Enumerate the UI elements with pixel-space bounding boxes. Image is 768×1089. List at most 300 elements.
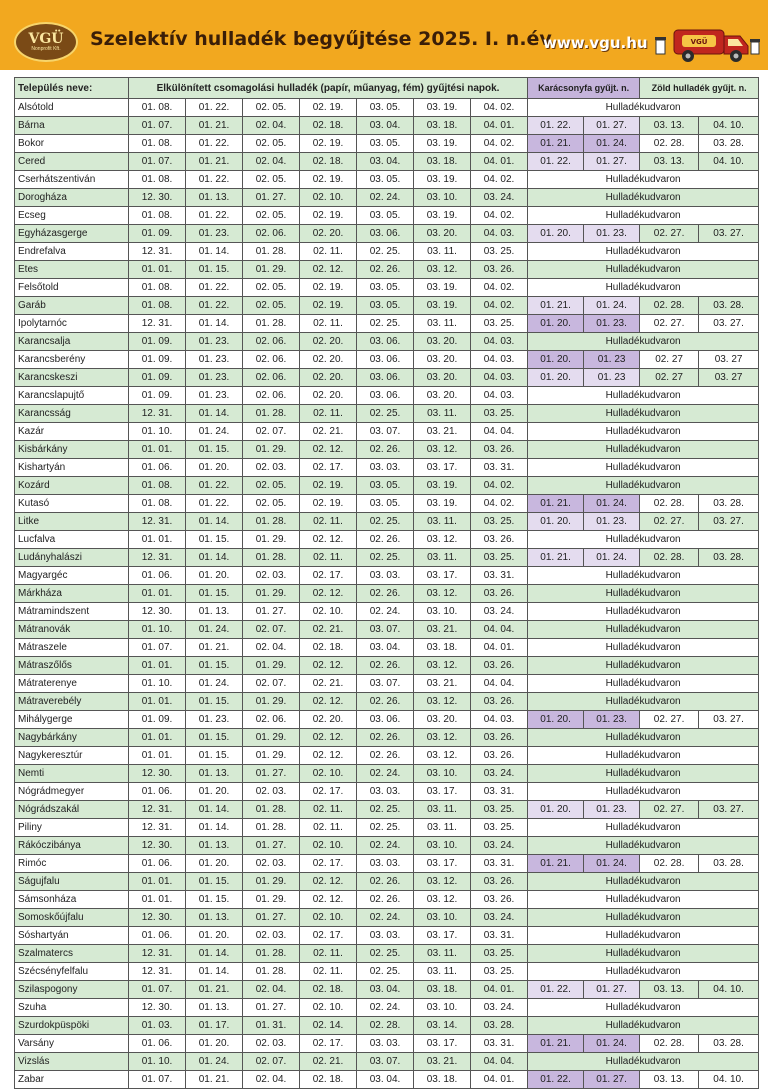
- packaging-date: 02. 19.: [300, 297, 357, 315]
- christmas-tree-date: 01. 21.: [528, 1035, 584, 1053]
- packaging-date: 01. 15.: [186, 693, 243, 711]
- packaging-date: 03. 10.: [414, 999, 471, 1017]
- settlement-name: Zabar: [15, 1071, 129, 1089]
- settlement-name: Garáb: [15, 297, 129, 315]
- packaging-date: 01. 01.: [129, 729, 186, 747]
- packaging-date: 03. 12.: [414, 729, 471, 747]
- packaging-date: 03. 17.: [414, 855, 471, 873]
- packaging-date: 02. 17.: [300, 855, 357, 873]
- packaging-date: 01. 29.: [243, 693, 300, 711]
- packaging-date: 02. 11.: [300, 315, 357, 333]
- packaging-date: 01. 08.: [129, 297, 186, 315]
- packaging-date: 01. 27.: [243, 603, 300, 621]
- packaging-date: 02. 24.: [357, 189, 414, 207]
- green-waste-date: 02. 28.: [640, 549, 699, 567]
- packaging-date: 02. 06.: [243, 711, 300, 729]
- packaging-date: 01. 06.: [129, 1035, 186, 1053]
- christmas-tree-date: 01. 22.: [528, 117, 584, 135]
- packaging-date: 02. 05.: [243, 495, 300, 513]
- packaging-date: 01. 01.: [129, 441, 186, 459]
- table-row: [15, 225, 759, 243]
- packaging-date: 01. 22.: [186, 171, 243, 189]
- packaging-date: 04. 04.: [471, 621, 528, 639]
- packaging-date: 02. 24.: [357, 603, 414, 621]
- settlement-name: Nemti: [15, 765, 129, 783]
- packaging-date: 02. 26.: [357, 873, 414, 891]
- table-row: [15, 621, 759, 639]
- green-waste-date: 02. 27.: [640, 801, 699, 819]
- settlement-name: Egyházasgerge: [15, 225, 129, 243]
- logo-subtext: Nonprofit Kft.: [31, 46, 61, 52]
- waste-yard-note: Hulladékudvaron: [528, 189, 759, 207]
- packaging-date: 03. 06.: [357, 225, 414, 243]
- waste-yard-note: Hulladékudvaron: [528, 441, 759, 459]
- packaging-date: 01. 13.: [186, 837, 243, 855]
- packaging-date: 01. 22.: [186, 279, 243, 297]
- packaging-date: 03. 19.: [414, 279, 471, 297]
- packaging-date: 02. 26.: [357, 729, 414, 747]
- packaging-date: 02. 19.: [300, 477, 357, 495]
- packaging-date: 02. 25.: [357, 315, 414, 333]
- packaging-date: 02. 10.: [300, 189, 357, 207]
- packaging-date: 01. 21.: [186, 639, 243, 657]
- packaging-date: 03. 24.: [471, 765, 528, 783]
- packaging-date: 03. 25.: [471, 963, 528, 981]
- packaging-date: 02. 21.: [300, 1053, 357, 1071]
- packaging-date: 01. 14.: [186, 513, 243, 531]
- table-row: [15, 747, 759, 765]
- packaging-date: 03. 05.: [357, 495, 414, 513]
- packaging-date: 12. 31.: [129, 405, 186, 423]
- collection-schedule-table: [14, 77, 759, 1089]
- christmas-tree-date: 01. 20.: [528, 225, 584, 243]
- packaging-date: 03. 26.: [471, 891, 528, 909]
- packaging-date: 03. 31.: [471, 459, 528, 477]
- packaging-date: 01. 01.: [129, 873, 186, 891]
- settlement-name: Magyargéc: [15, 567, 129, 585]
- packaging-date: 01. 29.: [243, 891, 300, 909]
- packaging-date: 03. 06.: [357, 387, 414, 405]
- logo-text: VGÜ: [28, 31, 64, 47]
- packaging-date: 03. 25.: [471, 315, 528, 333]
- packaging-date: 03. 05.: [357, 207, 414, 225]
- settlement-name: Kutasó: [15, 495, 129, 513]
- packaging-date: 03. 11.: [414, 801, 471, 819]
- packaging-date: 02. 04.: [243, 117, 300, 135]
- green-waste-date: 03. 27.: [699, 711, 759, 729]
- packaging-date: 01. 15.: [186, 747, 243, 765]
- packaging-date: 03. 12.: [414, 261, 471, 279]
- packaging-date: 01. 22.: [186, 207, 243, 225]
- packaging-date: 02. 12.: [300, 441, 357, 459]
- packaging-date: 01. 23.: [186, 225, 243, 243]
- packaging-date: 01. 27.: [243, 765, 300, 783]
- packaging-date: 03. 20.: [414, 369, 471, 387]
- packaging-date: 02. 18.: [300, 1071, 357, 1089]
- packaging-date: 01. 14.: [186, 819, 243, 837]
- table-row: [15, 1035, 759, 1053]
- table-header-row: [15, 78, 759, 99]
- packaging-date: 02. 05.: [243, 135, 300, 153]
- waste-yard-note: Hulladékudvaron: [528, 279, 759, 297]
- settlement-name: Nógrádszakál: [15, 801, 129, 819]
- packaging-date: 03. 25.: [471, 801, 528, 819]
- christmas-tree-date: 01. 23: [584, 369, 640, 387]
- packaging-date: 03. 19.: [414, 99, 471, 117]
- table-row: [15, 405, 759, 423]
- green-waste-date: 03. 27.: [699, 513, 759, 531]
- packaging-date: 02. 26.: [357, 585, 414, 603]
- packaging-date: 01. 22.: [186, 477, 243, 495]
- packaging-date: 01. 13.: [186, 765, 243, 783]
- christmas-tree-date: 01. 23: [584, 351, 640, 369]
- settlement-name: Kazár: [15, 423, 129, 441]
- packaging-date: 02. 06.: [243, 369, 300, 387]
- packaging-date: 02. 18.: [300, 117, 357, 135]
- packaging-date: 01. 01.: [129, 261, 186, 279]
- packaging-date: 01. 20.: [186, 1035, 243, 1053]
- vgu-logo: [14, 22, 78, 62]
- settlement-name: Nagybárkány: [15, 729, 129, 747]
- waste-yard-note: Hulladékudvaron: [528, 747, 759, 765]
- packaging-date: 02. 10.: [300, 909, 357, 927]
- table-row: [15, 783, 759, 801]
- packaging-date: 03. 12.: [414, 585, 471, 603]
- packaging-date: 03. 17.: [414, 567, 471, 585]
- packaging-date: 03. 12.: [414, 531, 471, 549]
- settlement-name: Karancskeszi: [15, 369, 129, 387]
- packaging-date: 03. 03.: [357, 927, 414, 945]
- green-waste-date: 04. 10.: [699, 153, 759, 171]
- packaging-date: 03. 21.: [414, 423, 471, 441]
- packaging-date: 01. 15.: [186, 531, 243, 549]
- packaging-date: 02. 12.: [300, 261, 357, 279]
- packaging-date: 03. 26.: [471, 729, 528, 747]
- packaging-date: 01. 08.: [129, 477, 186, 495]
- packaging-date: 01. 21.: [186, 153, 243, 171]
- settlement-name: Rákóczibánya: [15, 837, 129, 855]
- settlement-name: Karancsság: [15, 405, 129, 423]
- packaging-date: 03. 05.: [357, 477, 414, 495]
- header-christmas-tree-collection: Karácsonyfa gyűjt. n.: [528, 78, 640, 99]
- table-row: [15, 441, 759, 459]
- waste-yard-note: Hulladékudvaron: [528, 639, 759, 657]
- table-row: [15, 495, 759, 513]
- packaging-date: 03. 12.: [414, 441, 471, 459]
- packaging-date: 02. 05.: [243, 477, 300, 495]
- settlement-name: Alsótold: [15, 99, 129, 117]
- christmas-tree-date: 01. 23.: [584, 225, 640, 243]
- packaging-date: 02. 24.: [357, 999, 414, 1017]
- packaging-date: 02. 10.: [300, 765, 357, 783]
- waste-yard-note: Hulladékudvaron: [528, 1053, 759, 1071]
- table-row: [15, 477, 759, 495]
- table-row: [15, 711, 759, 729]
- packaging-date: 01. 27.: [243, 909, 300, 927]
- packaging-date: 01. 08.: [129, 207, 186, 225]
- packaging-date: 12. 31.: [129, 243, 186, 261]
- packaging-date: 02. 21.: [300, 621, 357, 639]
- packaging-date: 12. 31.: [129, 819, 186, 837]
- packaging-date: 04. 01.: [471, 639, 528, 657]
- packaging-date: 03. 18.: [414, 639, 471, 657]
- packaging-date: 03. 28.: [471, 1017, 528, 1035]
- packaging-date: 03. 19.: [414, 135, 471, 153]
- packaging-date: 02. 04.: [243, 1071, 300, 1089]
- packaging-date: 02. 11.: [300, 243, 357, 261]
- christmas-tree-date: 01. 24.: [584, 855, 640, 873]
- packaging-date: 01. 20.: [186, 927, 243, 945]
- header-banner: [0, 0, 768, 70]
- packaging-date: 01. 22.: [186, 495, 243, 513]
- packaging-date: 02. 11.: [300, 513, 357, 531]
- waste-yard-note: Hulladékudvaron: [528, 423, 759, 441]
- packaging-date: 01. 20.: [186, 459, 243, 477]
- packaging-date: 03. 10.: [414, 189, 471, 207]
- packaging-date: 02. 28.: [357, 1017, 414, 1035]
- green-waste-date: 03. 28.: [699, 549, 759, 567]
- packaging-date: 01. 01.: [129, 531, 186, 549]
- table-row: [15, 369, 759, 387]
- packaging-date: 01. 10.: [129, 621, 186, 639]
- settlement-name: Endrefalva: [15, 243, 129, 261]
- settlement-name: Karancsberény: [15, 351, 129, 369]
- packaging-date: 01. 14.: [186, 963, 243, 981]
- christmas-tree-date: 01. 20.: [528, 351, 584, 369]
- packaging-date: 01. 08.: [129, 99, 186, 117]
- packaging-date: 12. 31.: [129, 963, 186, 981]
- packaging-date: 12. 30.: [129, 999, 186, 1017]
- packaging-date: 03. 24.: [471, 837, 528, 855]
- settlement-name: Cered: [15, 153, 129, 171]
- packaging-date: 01. 08.: [129, 171, 186, 189]
- waste-yard-note: Hulladékudvaron: [528, 945, 759, 963]
- settlement-name: Ecseg: [15, 207, 129, 225]
- packaging-date: 01. 15.: [186, 891, 243, 909]
- green-waste-date: 04. 10.: [699, 981, 759, 999]
- packaging-date: 01. 14.: [186, 405, 243, 423]
- settlement-name: Ipolytarnóc: [15, 315, 129, 333]
- green-waste-date: 03. 27: [699, 369, 759, 387]
- packaging-date: 01. 07.: [129, 981, 186, 999]
- table-row: [15, 567, 759, 585]
- packaging-date: 01. 20.: [186, 567, 243, 585]
- table-row: [15, 153, 759, 171]
- packaging-date: 02. 12.: [300, 657, 357, 675]
- table-row: [15, 531, 759, 549]
- settlement-name: Kishartyán: [15, 459, 129, 477]
- packaging-date: 03. 07.: [357, 1053, 414, 1071]
- packaging-date: 01. 15.: [186, 441, 243, 459]
- packaging-date: 02. 10.: [300, 837, 357, 855]
- packaging-date: 01. 01.: [129, 585, 186, 603]
- packaging-date: 02. 20.: [300, 333, 357, 351]
- packaging-date: 03. 20.: [414, 387, 471, 405]
- settlement-name: Szalmatercs: [15, 945, 129, 963]
- packaging-date: 04. 02.: [471, 99, 528, 117]
- settlement-name: Lucfalva: [15, 531, 129, 549]
- packaging-date: 01. 15.: [186, 729, 243, 747]
- packaging-date: 01. 24.: [186, 621, 243, 639]
- packaging-date: 04. 04.: [471, 1053, 528, 1071]
- packaging-date: 01. 10.: [129, 423, 186, 441]
- packaging-date: 03. 17.: [414, 459, 471, 477]
- packaging-date: 03. 04.: [357, 981, 414, 999]
- packaging-date: 02. 10.: [300, 999, 357, 1017]
- packaging-date: 02. 20.: [300, 369, 357, 387]
- packaging-date: 03. 05.: [357, 171, 414, 189]
- settlement-name: Mihálygerge: [15, 711, 129, 729]
- packaging-date: 01. 21.: [186, 1071, 243, 1089]
- green-waste-date: 02. 27.: [640, 225, 699, 243]
- packaging-date: 02. 17.: [300, 927, 357, 945]
- packaging-date: 03. 11.: [414, 315, 471, 333]
- table-row: [15, 657, 759, 675]
- packaging-date: 01. 07.: [129, 117, 186, 135]
- packaging-date: 03. 03.: [357, 783, 414, 801]
- christmas-tree-date: 01. 20.: [528, 513, 584, 531]
- waste-yard-note: Hulladékudvaron: [528, 171, 759, 189]
- table-row: [15, 801, 759, 819]
- packaging-date: 03. 12.: [414, 891, 471, 909]
- packaging-date: 03. 05.: [357, 135, 414, 153]
- table-row: [15, 117, 759, 135]
- packaging-date: 02. 05.: [243, 99, 300, 117]
- packaging-date: 03. 03.: [357, 459, 414, 477]
- table-row: [15, 1017, 759, 1035]
- packaging-date: 01. 09.: [129, 387, 186, 405]
- waste-yard-note: Hulladékudvaron: [528, 783, 759, 801]
- packaging-date: 02. 11.: [300, 801, 357, 819]
- packaging-date: 01. 09.: [129, 369, 186, 387]
- green-waste-date: 03. 13.: [640, 981, 699, 999]
- waste-yard-note: Hulladékudvaron: [528, 909, 759, 927]
- packaging-date: 01. 24.: [186, 1053, 243, 1071]
- packaging-date: 02. 04.: [243, 639, 300, 657]
- packaging-date: 02. 03.: [243, 567, 300, 585]
- packaging-date: 02. 11.: [300, 549, 357, 567]
- packaging-date: 02. 05.: [243, 207, 300, 225]
- waste-yard-note: Hulladékudvaron: [528, 567, 759, 585]
- packaging-date: 01. 01.: [129, 891, 186, 909]
- packaging-date: 01. 01.: [129, 657, 186, 675]
- packaging-date: 03. 07.: [357, 621, 414, 639]
- packaging-date: 03. 05.: [357, 297, 414, 315]
- settlement-name: Mátranovák: [15, 621, 129, 639]
- packaging-date: 02. 26.: [357, 693, 414, 711]
- waste-yard-note: Hulladékudvaron: [528, 585, 759, 603]
- packaging-date: 02. 25.: [357, 801, 414, 819]
- waste-yard-note: Hulladékudvaron: [528, 621, 759, 639]
- settlement-name: Karancsalja: [15, 333, 129, 351]
- packaging-date: 02. 12.: [300, 693, 357, 711]
- packaging-date: 01. 06.: [129, 459, 186, 477]
- waste-yard-note: Hulladékudvaron: [528, 675, 759, 693]
- packaging-date: 03. 03.: [357, 567, 414, 585]
- settlement-name: Márkháza: [15, 585, 129, 603]
- packaging-date: 03. 18.: [414, 117, 471, 135]
- table-row: [15, 459, 759, 477]
- packaging-date: 02. 05.: [243, 297, 300, 315]
- table-row: [15, 603, 759, 621]
- packaging-date: 02. 26.: [357, 657, 414, 675]
- garbage-truck-icon: [652, 24, 762, 68]
- packaging-date: 02. 26.: [357, 891, 414, 909]
- packaging-date: 02. 18.: [300, 981, 357, 999]
- packaging-date: 04. 01.: [471, 117, 528, 135]
- packaging-date: 03. 24.: [471, 603, 528, 621]
- packaging-date: 02. 12.: [300, 747, 357, 765]
- packaging-date: 03. 26.: [471, 657, 528, 675]
- green-waste-date: 03. 28.: [699, 297, 759, 315]
- packaging-date: 01. 29.: [243, 261, 300, 279]
- packaging-date: 01. 09.: [129, 333, 186, 351]
- settlement-name: Kozárd: [15, 477, 129, 495]
- packaging-date: 03. 12.: [414, 657, 471, 675]
- packaging-date: 12. 31.: [129, 801, 186, 819]
- green-waste-date: 02. 27.: [640, 315, 699, 333]
- packaging-date: 01. 27.: [243, 837, 300, 855]
- christmas-tree-date: 01. 21.: [528, 855, 584, 873]
- christmas-tree-date: 01. 27.: [584, 153, 640, 171]
- packaging-date: 03. 12.: [414, 747, 471, 765]
- settlement-name: Szurdokpüspöki: [15, 1017, 129, 1035]
- packaging-date: 03. 19.: [414, 207, 471, 225]
- packaging-date: 03. 11.: [414, 405, 471, 423]
- packaging-date: 03. 17.: [414, 1035, 471, 1053]
- settlement-name: Szilaspogony: [15, 981, 129, 999]
- header-packaging-collection: Elkülönített csomagolási hulladék (papír, műanyag, fém) gyűjtési napok.: [129, 78, 528, 99]
- table-row: [15, 297, 759, 315]
- table-row: [15, 549, 759, 567]
- green-waste-date: 02. 28.: [640, 495, 699, 513]
- packaging-date: 02. 12.: [300, 729, 357, 747]
- packaging-date: 02. 07.: [243, 621, 300, 639]
- packaging-date: 04. 03.: [471, 711, 528, 729]
- packaging-date: 02. 21.: [300, 423, 357, 441]
- packaging-date: 01. 29.: [243, 729, 300, 747]
- table-row: [15, 639, 759, 657]
- packaging-date: 02. 26.: [357, 531, 414, 549]
- packaging-date: 02. 24.: [357, 837, 414, 855]
- settlement-name: Kisbárkány: [15, 441, 129, 459]
- packaging-date: 03. 18.: [414, 981, 471, 999]
- packaging-date: 01. 29.: [243, 441, 300, 459]
- packaging-date: 03. 06.: [357, 351, 414, 369]
- packaging-date: 02. 20.: [300, 387, 357, 405]
- settlement-name: Varsány: [15, 1035, 129, 1053]
- packaging-date: 01. 13.: [186, 189, 243, 207]
- packaging-date: 01. 08.: [129, 135, 186, 153]
- table-row: [15, 315, 759, 333]
- packaging-date: 01. 13.: [186, 603, 243, 621]
- packaging-date: 02. 25.: [357, 819, 414, 837]
- packaging-date: 03. 10.: [414, 909, 471, 927]
- packaging-date: 03. 19.: [414, 297, 471, 315]
- packaging-date: 12. 30.: [129, 909, 186, 927]
- packaging-date: 01. 28.: [243, 963, 300, 981]
- christmas-tree-date: 01. 21.: [528, 549, 584, 567]
- christmas-tree-date: 01. 22.: [528, 153, 584, 171]
- christmas-tree-date: 01. 23.: [584, 801, 640, 819]
- packaging-date: 01. 14.: [186, 315, 243, 333]
- waste-yard-note: Hulladékudvaron: [528, 531, 759, 549]
- waste-yard-note: Hulladékudvaron: [528, 261, 759, 279]
- packaging-date: 02. 06.: [243, 225, 300, 243]
- green-waste-date: 03. 13.: [640, 153, 699, 171]
- packaging-date: 02. 12.: [300, 585, 357, 603]
- green-waste-date: 03. 27: [699, 351, 759, 369]
